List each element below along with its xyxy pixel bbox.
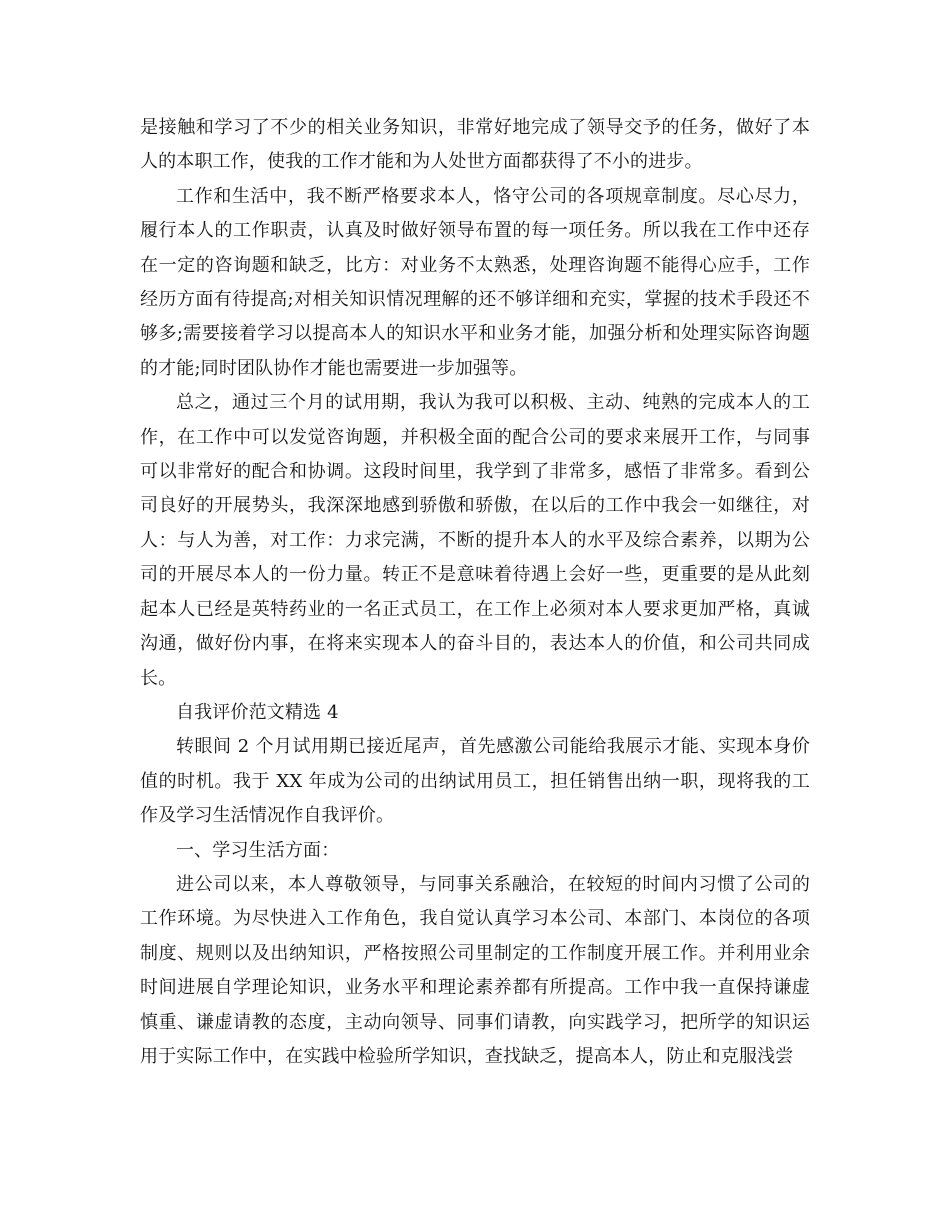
paragraph-5: 进公司以来，本人尊敬领导，与同事关系融洽，在较短的时间内习惯了公司的工作环境。为尽快进入工作角色，我自觉认真学习本公司、本部门、本岗位的各项制度、规则以及出纳知识，严格按照公司里制定的工作制度开展工作。并利用业余时间进展自学理论知识，业务水平和理论素养都有所提高。工作中我一直保持谦虚慎重、谦虚请教的态度，主动向领导、同事们请教，向实践学习，把所学的知识运用于实际工作中，在实践中检验所学知识，查找缺乏，提高本人，防止和克服浅尝 [140, 873, 810, 1067]
section-heading-sample-4: 自我评价范文精选 4 [176, 701, 339, 723]
paragraph-3: 总之，通过三个月的试用期，我认为我可以积极、主动、纯熟的完成本人的工作，在工作中可以发觉咨询题，并积极全面的配合公司的要求来展开工作，与同事可以非常好的配合和协调。这段时间里，我学到了非常多，感悟了非常多。看到公司良好的开展势头，我深深地感到骄傲和骄傲，在以后的工作中我会一如继往，对人：与人为善，对工作：力求完满，不断的提升本人的水平及综合素养，以期为公司的开展尽本人的一份力量。转正不是意味着待遇上会好一些，更重要的是从此刻起本人已经是英特药业的一名正式员工，在工作上必须对本人要求更加严格，真诚沟通，做好份内事，在将来实现本人的奋斗目的，表达本人的价值，和公司共同成长。 [140, 392, 810, 689]
document-body [140, 111, 810, 1074]
section-heading-study-life: 一、学习生活方面： [176, 839, 340, 861]
paragraph-4: 转眼间 2 个月试用期已接近尾声，首先感激公司能给我展示才能、实现本身价值的时机。我于 XX 年成为公司的出纳试用员工，担任销售出纳一职，现将我的工作及学习生活情况作自我评价。 [140, 736, 810, 827]
paragraph-1: 是接触和学习了不少的相关业务知识，非常好地完成了领导交予的任务，做好了本人的本职工作，使我的工作才能和为人处世方面都获得了不小的进步。 [140, 117, 810, 173]
paragraph-2: 工作和生活中，我不断严格要求本人，恪守公司的各项规章制度。尽心尽力，履行本人的工作职责，认真及时做好领导布置的每一项任务。所以我在工作中还存在一定的咨询题和缺乏，比方：对业务不太熟悉，处理咨询题不能得心应手，工作经历方面有待提高;对相关知识情况理解的还不够详细和充实，掌握的技术手段还不够多;需要接着学习以提高本人的知识水平和业务才能，加强分析和处理实际咨询题的才能;同时团队协作才能也需要进一步加强等。 [140, 185, 810, 379]
